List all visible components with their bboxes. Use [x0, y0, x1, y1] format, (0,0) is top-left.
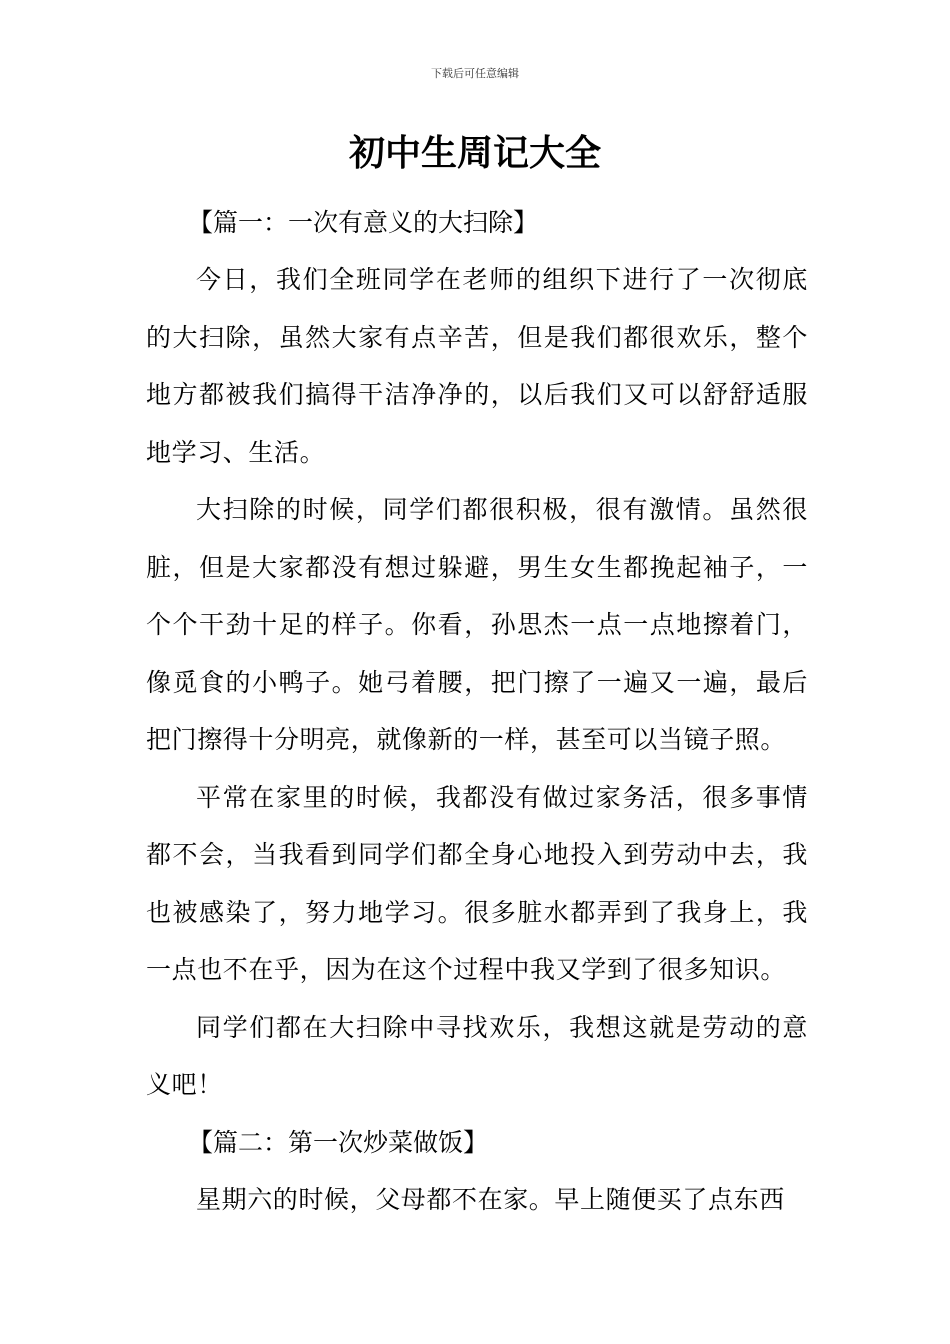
document-title: 初中生周记大全 [348, 133, 601, 174]
section-2 [146, 1114, 808, 1229]
paragraph: 平常在家里的时候，我都没有做过家务活，很多事情都不会，当我看到同学们都全身心地投入到劳动中去，我也被感染了，努力地学习。很多脏水都弄到了我身上，我一点也不在乎，因为在这个过程中我又学到了很多知识。 [146, 782, 808, 984]
paragraph: 同学们都在大扫除中寻找欢乐，我想这就是劳动的意义吧！ [146, 1012, 808, 1099]
paragraph: 大扫除的时候，同学们都很积极，很有激情。虽然很脏，但是大家都没有想过躲避，男生女生都挽起袖子，一个个干劲十足的样子。你看，孙思杰一点一点地擦着门，像觅食的小鸭子。她弓着腰，把门擦了一遍又一遍，最后把门擦得十分明亮，就像新的一样，甚至可以当镜子照。 [146, 495, 808, 754]
section-1 [146, 194, 808, 1114]
section-heading: 【篇一：一次有意义的大扫除】 [188, 208, 539, 237]
section-heading: 【篇二：第一次炒菜做饭】 [188, 1127, 489, 1157]
paragraph: 星期六的时候，父母都不在家。早上随便买了点东西 [196, 1184, 785, 1214]
document-body [146, 194, 808, 1228]
paragraph: 今日，我们全班同学在老师的组织下进行了一次彻底的大扫除，虽然大家有点辛苦，但是我们都很欢乐，整个地方都被我们搞得干洁净净的，以后我们又可以舒舒适服地学习、生活。 [146, 265, 808, 467]
header-note: 下载后可任意编辑 [431, 67, 519, 80]
